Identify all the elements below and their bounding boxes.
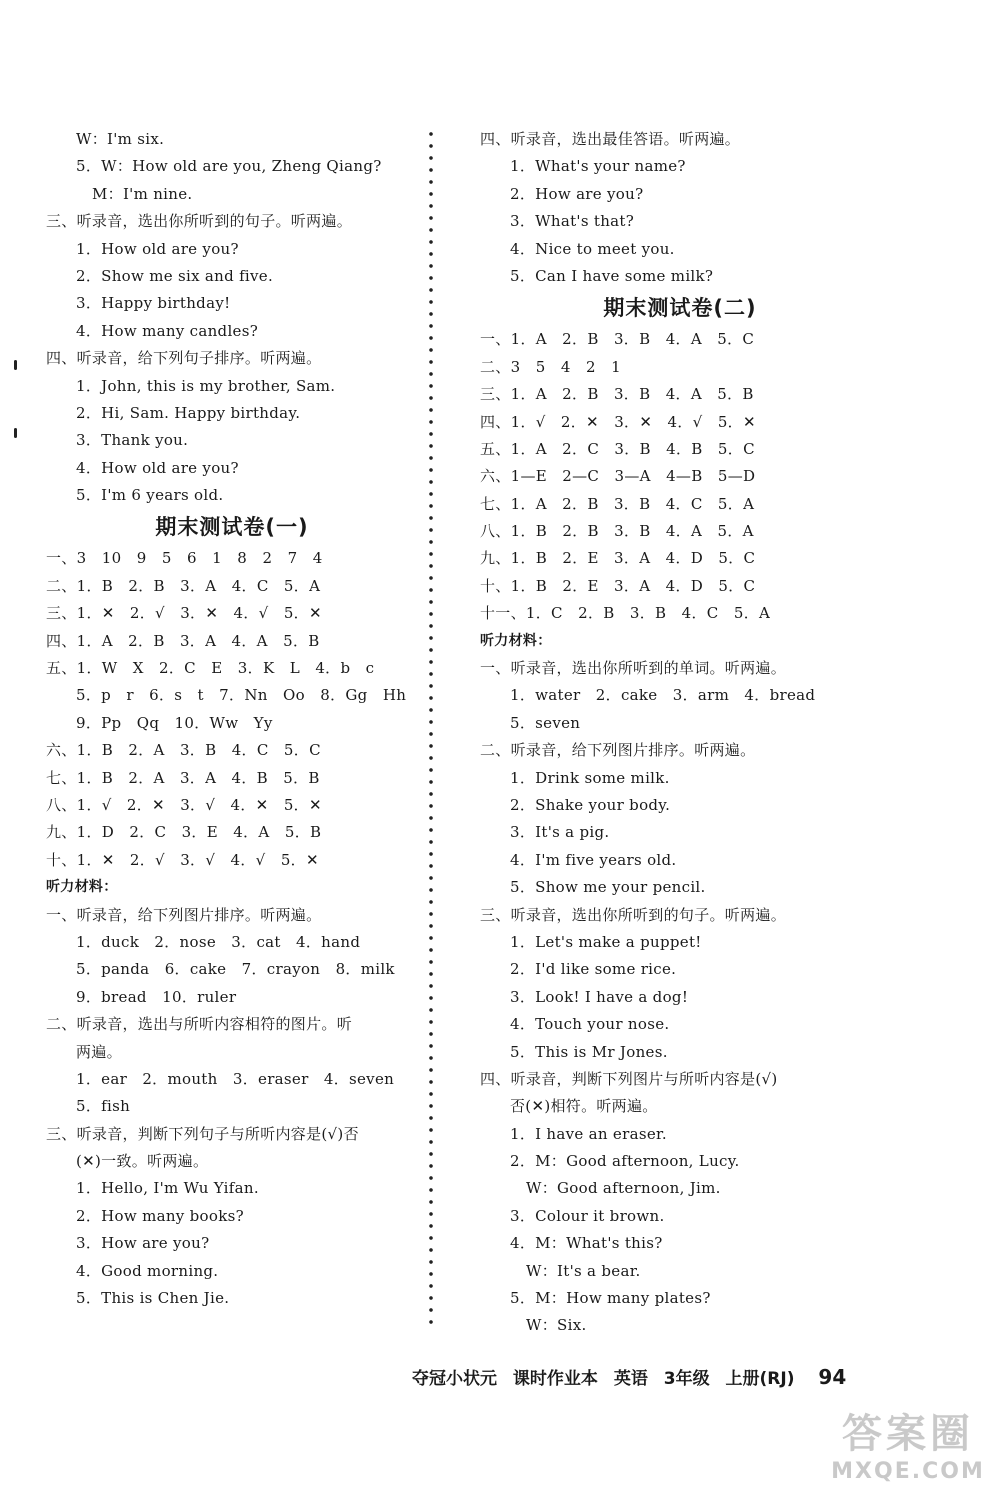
section-heading: 期末测试卷(一) [155,515,309,540]
question-header: 四、1．√ 2．✕ 3．✕ 4．√ 5．✕ [480,412,756,431]
answer-item: 1．Drink some milk. [510,768,670,787]
answer-item: 1．water 2．cake 3．arm 4．bread [510,686,816,705]
answer-item: 2．M：Good afternoon, Lucy. [510,1152,740,1171]
question-header: 三、听录音，选出你所听到的句子。听两遍。 [480,905,787,924]
answer-item: 5．M：How many plates? [510,1289,711,1308]
question-header: 七、1．B 2．A 3．A 4．B 5．B [46,768,320,787]
answer-item: 5．This is Chen Jie. [76,1289,230,1308]
question-header: 九、1．B 2．E 3．A 4．D 5．C [480,549,756,568]
answer-item: 4．How old are you? [76,458,239,477]
question-header: 三、1．A 2．B 3．B 4．A 5．B [480,385,754,404]
section-label: 听力材料： [46,879,118,896]
answer-item: 1．I have an eraser. [510,1124,667,1143]
answer-item: 4．Touch your nose. [510,1015,670,1034]
question-header: 五、1．A 2．C 3．B 4．B 5．C [480,439,755,458]
answer-item: 9．bread 10．ruler [76,987,237,1006]
question-header: 八、1．√ 2．✕ 3．√ 4．✕ 5．✕ [46,795,322,814]
answer-item: 3．It's a pig. [510,823,610,842]
answer-item: 1．Hello, I'm Wu Yifan. [76,1179,259,1198]
right-column [480,126,880,1340]
answer-item: 2．How many books? [76,1206,244,1225]
question-header: 五、1．W X 2．C E 3．K L 4．b c [46,659,375,678]
answer-item: 4．Good morning. [76,1261,219,1280]
question-header: 二、3 5 4 2 1 [480,357,622,376]
question-header: 七、1．A 2．B 3．B 4．C 5．A [480,494,755,513]
answer-item: 2．How are you? [510,184,644,203]
question-header: 一、听录音，给下列图片排序。听两遍。 [46,905,322,924]
answer-item: 1．What's your name? [510,157,686,176]
answer-item: 3．Colour it brown. [510,1206,665,1225]
question-header: 三、1．✕ 2．√ 3．✕ 4．√ 5．✕ [46,604,322,623]
answer-item: W：I'm six. [76,130,165,148]
answer-item: 3．Look! I have a dog! [510,987,689,1006]
question-header: 十一、1．C 2．B 3．B 4．C 5．A [480,604,771,623]
footer-series: 课时作业本 [512,1369,598,1389]
answer-item: 5．p r 6．s t 7．Nn Oo 8．Gg Hh [76,686,407,705]
answer-item: 5．W：How old are you, Zheng Qiang? [76,157,382,176]
answer-item: 1．How old are you? [76,239,239,258]
answer-item: 5．This is Mr Jones. [510,1042,668,1061]
section-heading: 期末测试卷(二) [603,296,757,321]
answer-item: 1．duck 2．nose 3．cat 4．hand [76,932,361,951]
margin-mark [14,428,17,438]
answer-item: (✕)一致。听两遍。 [76,1152,209,1171]
question-header: 二、1．B 2．B 3．A 4．C 5．A [46,576,321,595]
answer-item: 两遍。 [76,1042,122,1061]
question-header: 二、听录音，给下列图片排序。听两遍。 [480,741,756,760]
answer-item: 3．Happy birthday! [76,294,231,313]
answer-item: M：I'm nine. [92,184,193,203]
answer-item: 3．How are you? [76,1234,210,1253]
answer-item: 5．I'm 6 years old. [76,486,224,505]
answer-item: 2．I'd like some rice. [510,960,677,979]
watermark-top-text: 答案圈 [842,1411,974,1457]
question-header: 六、1—E 2—C 3—A 4—B 5—D [480,467,756,486]
answer-item: 1．John, this is my brother, Sam. [76,376,336,395]
question-header: 一、1．A 2．B 3．B 4．A 5．C [480,330,755,349]
section-label: 听力材料： [480,632,552,649]
answer-item: 2．Shake your body. [510,795,671,814]
answer-item: 5．seven [510,713,581,732]
answer-item: 5．Show me your pencil. [510,878,706,897]
watermark-bottom-text: MXQE.COM [831,1459,985,1484]
page-footer [412,1364,856,1389]
answer-item: W：Good afternoon, Jim. [526,1179,721,1198]
answer-item: 5．Can I have some milk? [510,266,714,285]
question-header: 三、听录音，选出你所听到的句子。听两遍。 [46,212,353,231]
question-header: 一、3 10 9 5 6 1 8 2 7 4 [46,549,323,568]
question-header: 四、1．A 2．B 3．A 4．A 5．B [46,631,320,650]
answer-item: 4．M：What's this? [510,1234,663,1253]
answer-item: 5．fish [76,1097,131,1116]
answer-item: 5．panda 6．cake 7．crayon 8．milk [76,960,395,979]
answer-item: 2．Show me six and five. [76,266,274,285]
margin-mark [14,360,17,370]
footer-brand: 夺冠小状元 [412,1369,497,1389]
question-header: 六、1．B 2．A 3．B 4．C 5．C [46,741,321,760]
question-header: 十、1．B 2．E 3．A 4．D 5．C [480,576,756,595]
question-header: 三、听录音，判断下列句子与所听内容是(√)否 [46,1124,359,1143]
question-header: 四、听录音，判断下列图片与所听内容是(√) [480,1069,778,1088]
answer-item: 4．How many candles? [76,321,259,340]
question-header: 四、听录音，选出最佳答语。听两遍。 [480,130,741,148]
question-header: 九、1．D 2．C 3．E 4．A 5．B [46,823,322,842]
question-header: 八、1．B 2．B 3．B 4．A 5．A [480,522,754,541]
question-header: 四、听录音，给下列句子排序。听两遍。 [46,349,322,368]
answer-item: 9．Pp Qq 10．Ww Yy [76,713,273,732]
answer-item: 3．What's that? [510,212,635,231]
answer-item: 3．Thank you. [76,431,189,450]
answer-item: W：It's a bear. [526,1261,641,1280]
answer-item: 1．ear 2．mouth 3．eraser 4．seven [76,1069,395,1088]
answer-item: 4．Nice to meet you. [510,239,675,258]
footer-subject: 英语 [613,1369,648,1389]
dotted-column-divider [428,128,434,1332]
footer-grade: 3年级 [663,1369,710,1389]
footer-volume: 上册(RJ) [725,1369,795,1389]
answer-item: 否(✕)相符。听两遍。 [510,1097,658,1116]
answer-item: 4．I'm five years old. [510,850,677,869]
question-header: 一、听录音，选出你所听到的单词。听两遍。 [480,659,787,678]
left-column [46,126,418,1312]
watermark-logo [828,1402,988,1502]
answer-item: 1．Let's make a puppet! [510,932,702,951]
answer-item: W：Six. [526,1316,587,1335]
page-number: 94 [818,1365,847,1389]
question-header: 二、听录音，选出与所听内容相符的图片。听 [46,1015,353,1034]
answer-item: 2．Hi, Sam. Happy birthday. [76,403,301,422]
question-header: 十、1．✕ 2．√ 3．√ 4．√ 5．✕ [46,850,319,869]
